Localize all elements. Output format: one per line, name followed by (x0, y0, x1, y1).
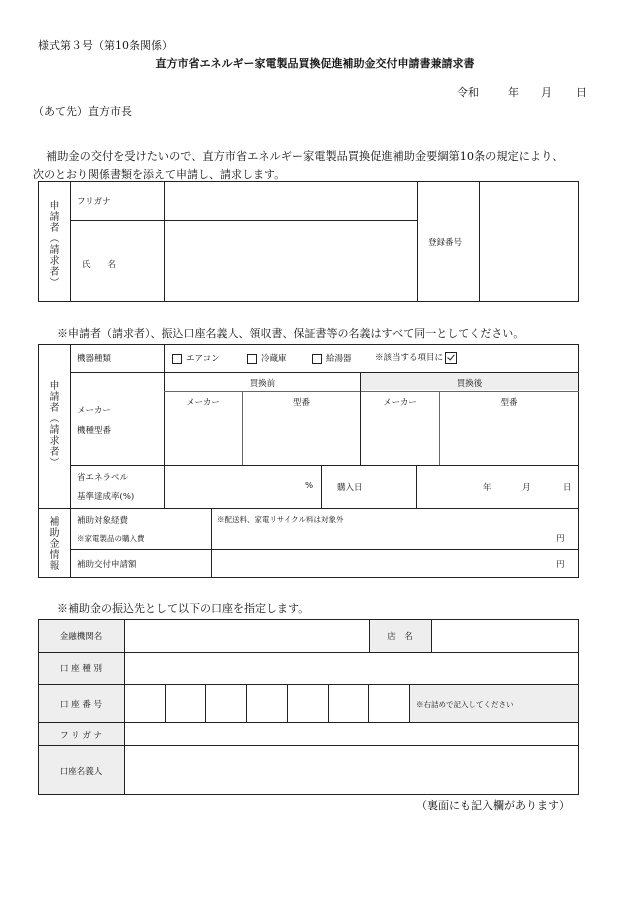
page-title: 直方市省エネルギー家電製品買換促進補助金交付申請書兼請求書 (155, 57, 475, 70)
account-holder-label: 口座名義人 (59, 767, 103, 777)
before-maker-header: メーカー (186, 398, 220, 408)
note-same-name: ※申請者（請求者）、振込口座名義人、領収書、保証書等の名義はすべて同一としてください。 (57, 327, 525, 340)
cost-input[interactable] (212, 526, 552, 548)
after-model-header: 型番 (500, 398, 518, 408)
energy-label-2: 基準達成率(%) (77, 492, 135, 502)
model-label: 機種型番 (77, 426, 112, 436)
furigana-input[interactable] (165, 182, 416, 219)
right-align-note: ※右詰めで記入してください (416, 700, 514, 709)
registration-input[interactable] (480, 182, 578, 301)
pd-month: 月 (522, 483, 531, 493)
addressee: （あて先）直方市長 (33, 105, 132, 118)
subsidy-side-label: 補助金情報 (47, 516, 58, 571)
furigana-label: フリガナ (77, 197, 111, 207)
before-maker-input[interactable] (165, 413, 241, 464)
date-year: 年 (508, 86, 519, 99)
account-type-input[interactable] (125, 653, 578, 683)
pd-day: 日 (563, 483, 572, 493)
request-yen: 円 (556, 560, 565, 570)
pd-year: 年 (483, 483, 492, 493)
purchase-date-label: 購入日 (337, 483, 363, 493)
purchase-date-input[interactable] (417, 466, 578, 507)
institution-input[interactable] (125, 620, 368, 651)
intro-line-2: 次のとおり関係書類を添えて申請し、請求します。 (33, 168, 286, 181)
applicant-side-label: 申請者（請求者） (47, 200, 58, 288)
bank-furigana-input[interactable] (125, 723, 578, 744)
request-label: 補助交付申請額 (77, 560, 137, 570)
percent-unit: % (305, 481, 314, 491)
checkbox-icon (312, 354, 322, 364)
after-label: 買換後 (456, 379, 483, 389)
after-model-input[interactable] (440, 413, 578, 464)
before-label: 買換前 (249, 379, 276, 389)
cost-note: ※配送料、家電リサイクル料は対象外 (217, 515, 344, 524)
request-amount-input[interactable] (212, 550, 552, 577)
energy-label-1: 省エネラベル (77, 473, 129, 483)
account-type-label: 口 座 種 別 (59, 664, 103, 674)
checkbox-icon (172, 354, 182, 364)
footer-note: （裏面にも記入欄があります） (416, 799, 570, 812)
before-model-header: 型番 (292, 398, 310, 408)
bank-furigana-label: フ リ ガ ナ (59, 731, 103, 741)
checkbox-icon (247, 354, 257, 364)
account-number-label: 口 座 番 号 (59, 700, 103, 710)
check-note: ※該当する項目に (375, 351, 457, 364)
date-month: 月 (541, 86, 552, 99)
branch-label: 店 名 (387, 632, 413, 642)
maker-label: メーカー (77, 406, 111, 416)
check-mark-icon (445, 352, 457, 364)
account-number-input[interactable] (125, 685, 408, 721)
name-input[interactable] (165, 221, 416, 301)
institution-label: 金融機関名 (59, 632, 103, 642)
option-fridge[interactable]: 冷蔵庫 (247, 352, 287, 364)
branch-input[interactable] (432, 620, 578, 651)
after-maker-header: メーカー (383, 398, 417, 408)
account-holder-input[interactable] (125, 746, 578, 794)
date-era: 令和 (457, 86, 479, 99)
after-maker-input[interactable] (361, 413, 438, 464)
registration-label: 登録番号 (428, 238, 463, 248)
name-label: 氏 名 (82, 260, 117, 270)
intro-line-1: 補助金の交付を受けたいので、直方市省エネルギー家電製品買換促進補助金要綱第10条の規定により、 (46, 150, 564, 163)
energy-rate-input[interactable] (165, 466, 320, 507)
bank-note: ※補助金の振込先として以下の口座を指定します。 (57, 602, 310, 615)
option-water-heater[interactable]: 給湯器 (312, 352, 352, 364)
before-model-input[interactable] (243, 413, 359, 464)
type-label: 機器種類 (77, 354, 112, 364)
cost-label: 補助対象経費 (77, 516, 129, 526)
cost-sub-label: ※家電製品の購入費 (77, 534, 145, 543)
option-aircon[interactable]: エアコン (172, 352, 220, 364)
appliance-side-label: 申請者（請求者） (47, 380, 58, 468)
date-day: 日 (576, 86, 587, 99)
form-number: 様式第３号（第10条関係） (38, 39, 173, 52)
cost-yen: 円 (556, 534, 565, 544)
